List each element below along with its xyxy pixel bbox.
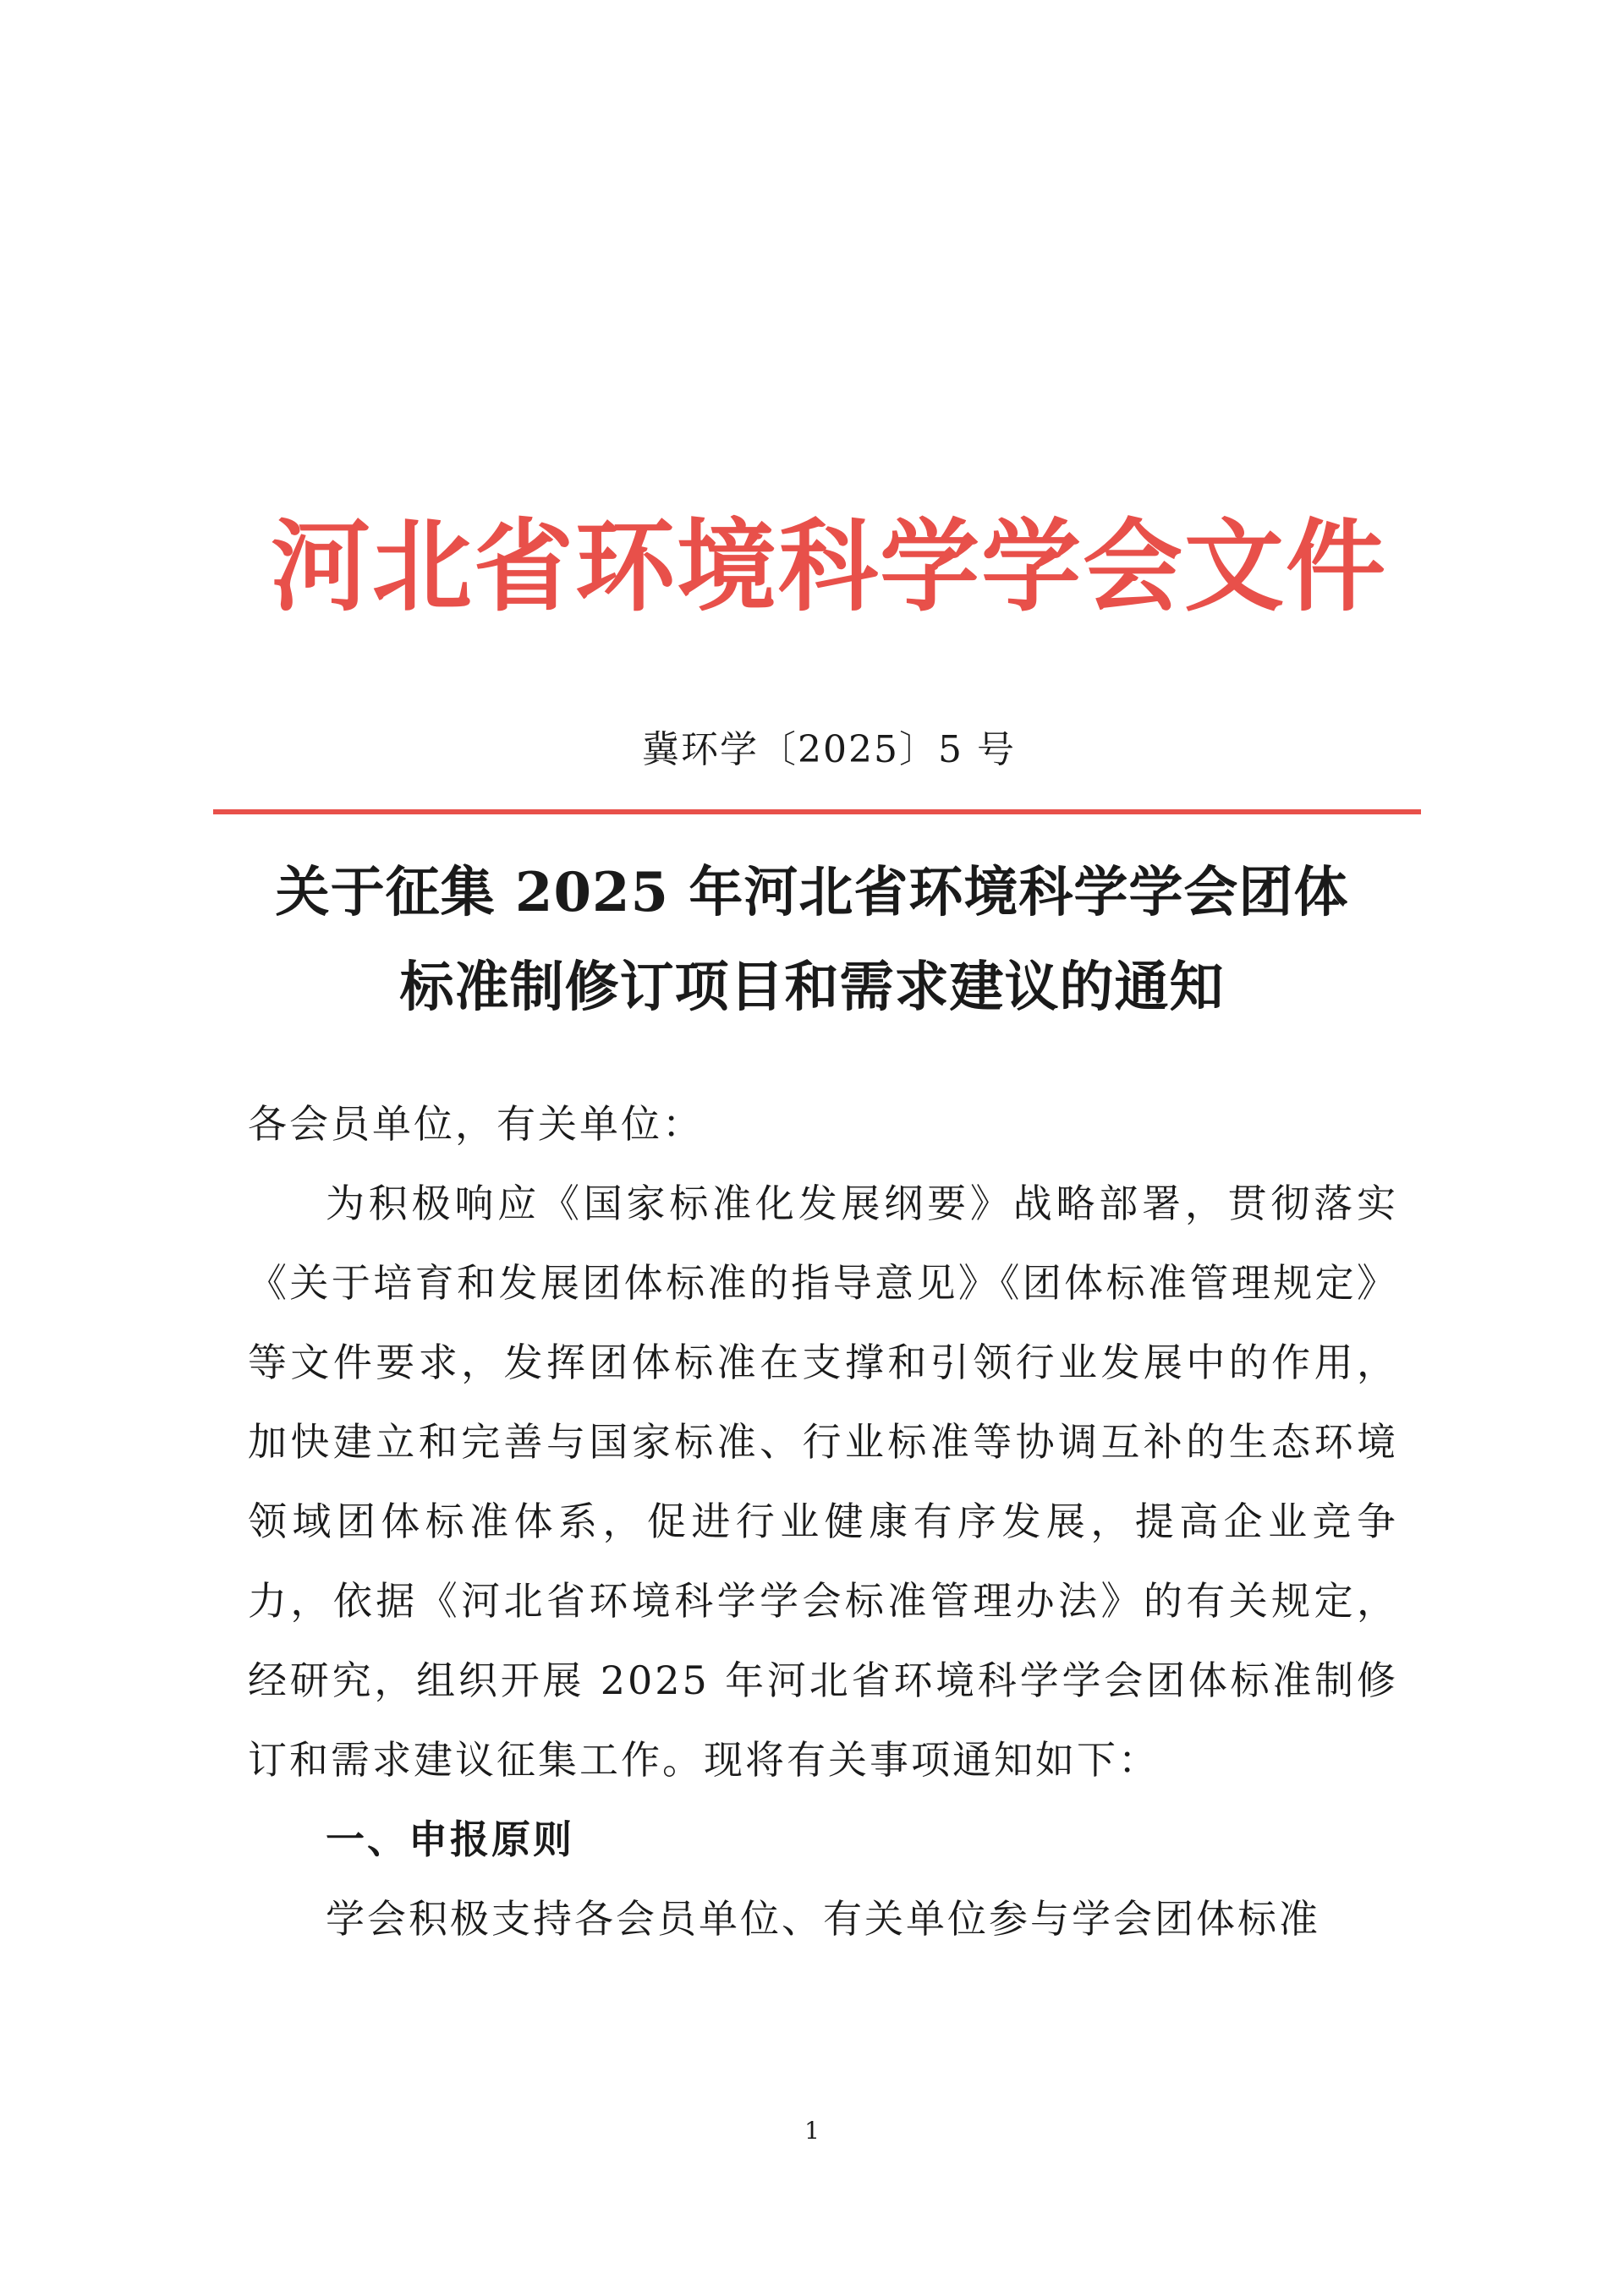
body-paragraph-2: 学会积极支持各会员单位、有关单位参与学会团体标准 — [326, 1896, 1320, 1942]
section-heading-1: 一、申报原则 — [326, 1817, 574, 1862]
body-paragraph-1: 为积极响应《国家标准化发展纲要》战略部署，贯彻落实《关于培育和发展团体标准的指导意见》《团体标准管理规定》等文件要求，发挥团体标准在支撑和引领行业发展中的作用，加快建立和完善与国家标准、行业标准等协调互补的生态环境领域团体标准体系，促进行业健康有序发展，提高企业竞争力，依据《河北省环境科学学会标准管理办法》的有关规定，经研究，组织开展 2025 年河北省环境科学学会团体标准制修订和需求建议征集工作。现将有关事项通知如下： — [248, 1181, 1398, 1783]
red-divider-line — [213, 809, 1421, 814]
document-number: 冀环学〔2025〕5 号 — [642, 728, 1016, 771]
org-document-header: 河北省环境科学学会文件 — [270, 507, 1387, 625]
notice-body — [248, 1084, 1398, 1959]
salutation: 各会员单位，有关单位： — [248, 1101, 704, 1147]
notice-title-line-2: 标准制修订项目和需求建议的通知 — [399, 956, 1225, 1019]
notice-title-line-1: 关于征集 2025 年河北省环境科学学会团体 — [275, 861, 1349, 924]
page-number: 1 — [804, 2117, 820, 2145]
notice-title — [220, 846, 1404, 1035]
